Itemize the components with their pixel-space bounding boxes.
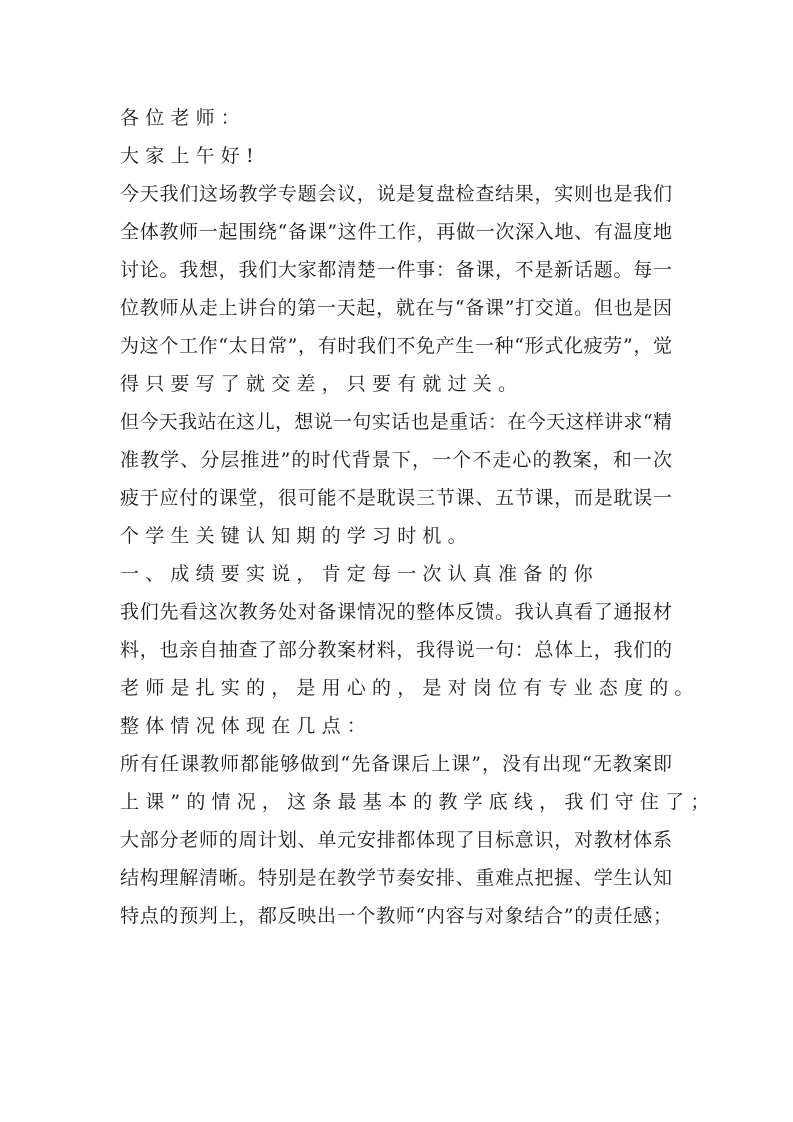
paragraph-line: 我们先看这次教务处对备课情况的整体反馈。我认真看了通报材 <box>120 601 672 623</box>
paragraph-line: 讨论。我想，我们大家都清楚一件事：备课，不是新话题。每一 <box>120 259 672 281</box>
salutation: 各位老师： <box>120 107 247 129</box>
paragraph-line: 疲于应付的课堂，很可能不是耽误三节课、五节课，而是耽误一 <box>120 487 672 509</box>
paragraph-line: 老师是扎实的，是用心的，是对岗位有专业态度的。 <box>120 677 700 699</box>
paragraph-line: 位教师从走上讲台的第一天起，就在与“备课”打交道。但也是因 <box>120 297 672 319</box>
paragraph-line: 结构理解清晰。特别是在教学节奏安排、重难点把握、学生认知 <box>120 867 672 889</box>
paragraph-line: 整体情况体现在几点： <box>120 715 373 737</box>
section-heading: 一、成绩要实说，肯定每一次认真准备的你 <box>120 563 599 585</box>
paragraph-line: 全体教师一起围绕“备课”这件工作，再做一次深入地、有温度地 <box>120 221 672 243</box>
paragraph-line: 今天我们这场教学专题会议，说是复盘检查结果，实则也是我们 <box>120 183 672 205</box>
paragraph-line: 准教学、分层推进”的时代背景下，一个不走心的教案，和一次 <box>120 449 672 471</box>
paragraph-line: 上课”的情况，这条最基本的教学底线，我们守住了； <box>120 791 716 813</box>
greeting: 大家上午好! <box>120 145 260 167</box>
paragraph-line: 所有任课教师都能够做到“先备课后上课”，没有出现“无教案即 <box>120 753 672 775</box>
paragraph-line: 个学生关键认知期的学习时机。 <box>120 525 473 547</box>
document-page <box>120 99 716 935</box>
paragraph-line: 料，也亲自抽查了部分教案材料，我得说一句：总体上，我们的 <box>120 639 672 661</box>
paragraph-line: 得只要写了就交差，只要有就过关。 <box>120 373 524 395</box>
paragraph-line: 为这个工作“太日常”，有时我们不免产生一种“形式化疲劳”，觉 <box>120 335 672 357</box>
paragraph-line: 但今天我站在这儿，想说一句实话也是重话：在今天这样讲求“精 <box>120 411 672 433</box>
paragraph-line: 特点的预判上，都反映出一个教师“内容与对象结合”的责任感； <box>120 905 672 927</box>
paragraph-line: 大部分老师的周计划、单元安排都体现了目标意识，对教材体系 <box>120 829 672 851</box>
